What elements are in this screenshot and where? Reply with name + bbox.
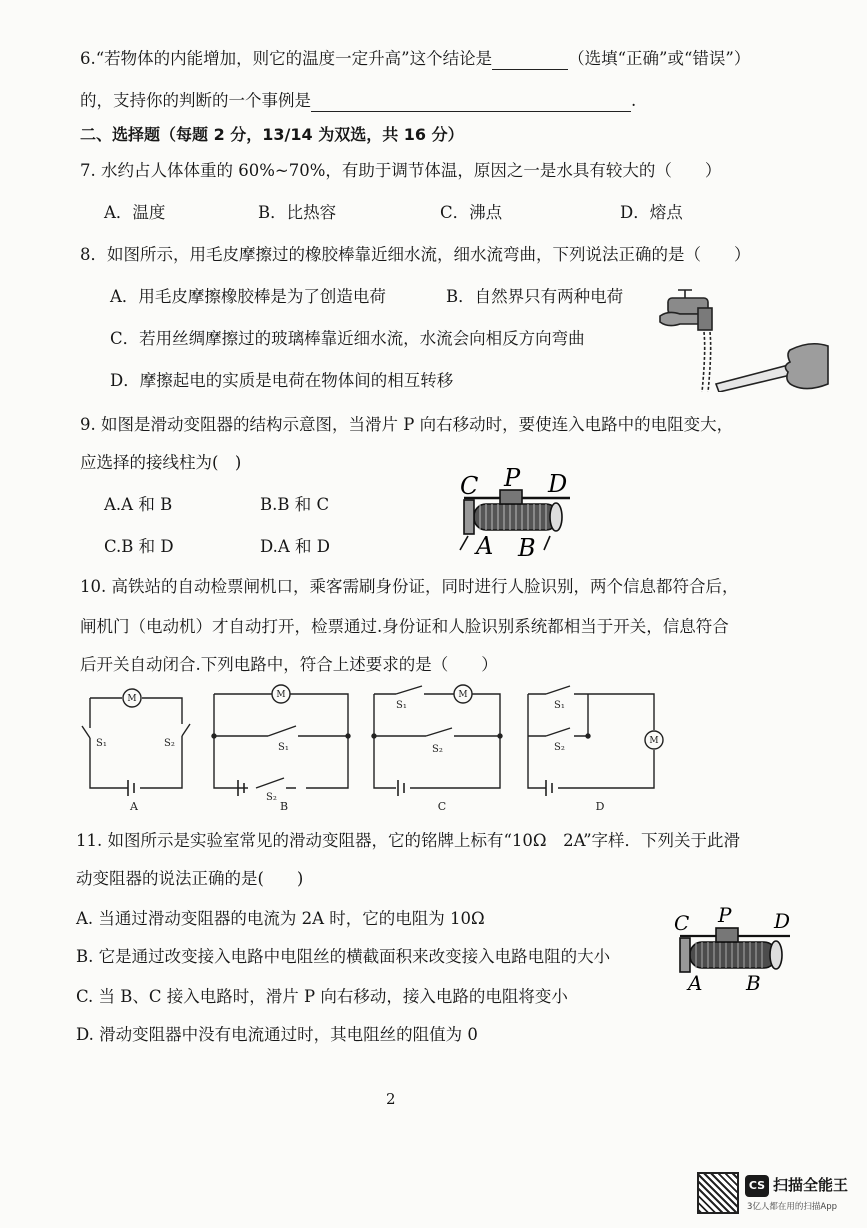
q11-label-b: B — [746, 971, 761, 994]
circuit-label-a: A — [130, 800, 138, 813]
q6-text-a: 6.“若物体的内能增加，则它的温度一定升高”这个结论是 — [80, 49, 493, 68]
circuit-b-s2: S₂ — [266, 792, 277, 803]
q10-line-3: 后开关自动闭合.下列电路中，符合上述要求的是（ ） — [80, 655, 498, 674]
q11-label-p: P — [718, 903, 732, 927]
circuit-d-s2: S₂ — [554, 742, 565, 753]
circuit-label-d: D — [595, 800, 605, 813]
q6-blank-1[interactable] — [492, 51, 568, 70]
watermark-tagline: 3亿人都在用的扫描App — [747, 1202, 838, 1212]
q11-option-b[interactable]: B. 它是通过改变接入电路中电阻丝的横截面积来改变接入电路电阻的大小 — [76, 947, 611, 966]
q6-text-b: （选填“正确”或“错误”） — [568, 49, 751, 68]
q10-circuit-diagrams — [70, 684, 690, 814]
circuit-c-s2: S₂ — [432, 744, 443, 755]
q6-line1 — [80, 48, 750, 70]
q6-text-d: . — [631, 91, 637, 110]
circuit-b-s1: S₁ — [278, 742, 289, 753]
watermark-app-name: 扫描全能王 — [773, 1176, 849, 1194]
q7-option-c[interactable]: C．沸点 — [440, 203, 503, 222]
q11-option-a[interactable]: A. 当通过滑动变阻器的电流为 2A 时，它的电阻为 10Ω — [76, 909, 485, 928]
q6-line2 — [80, 90, 636, 112]
q10-line-2: 闸机门（电动机）才自动打开，检票通过.身份证和人脸识别系统都相当于开关，信息符合 — [80, 617, 729, 636]
q9-stem-2: 应选择的接线柱为( ) — [80, 453, 242, 472]
q11-option-c[interactable]: C. 当 B、C 接入电路时，滑片 P 向右移动，接入电路的电阻将变小 — [76, 987, 568, 1006]
circuit-a-s2: S₂ — [164, 738, 175, 749]
q8-faucet-figure — [650, 280, 830, 392]
q8-option-d[interactable]: D．摩擦起电的实质是电荷在物体间的相互转移 — [110, 371, 454, 390]
circuit-d-s1: S₁ — [554, 700, 565, 711]
q8-option-a[interactable]: A．用毛皮摩擦橡胶棒是为了创造电荷 — [110, 287, 386, 306]
q8-stem: 8．如图所示，用毛皮摩擦过的橡胶棒靠近细水流，细水流弯曲，下列说法正确的是（ ） — [80, 245, 751, 264]
q7-option-a[interactable]: A．温度 — [104, 203, 166, 222]
q7-stem: 7. 水约占人体体重的 60%~70%，有助于调节体温，原因之一是水具有较大的（ ） — [80, 161, 722, 180]
circuit-label-c: C — [437, 800, 447, 813]
camscanner-logo-icon: CS — [745, 1175, 769, 1197]
q9-rheostat-figure — [452, 460, 582, 560]
q9-label-p: P — [504, 464, 521, 492]
q11-option-d[interactable]: D. 滑动变阻器中没有电流通过时，其电阻丝的阻值为 0 — [76, 1025, 478, 1044]
q8-option-b[interactable]: B．自然界只有两种电荷 — [446, 287, 624, 306]
qr-code-icon — [697, 1172, 739, 1214]
q11-label-a: A — [688, 971, 703, 994]
q6-text-c: 的，支持你的判断的一个事例是 — [80, 91, 311, 110]
page-number: 2 — [386, 1090, 396, 1108]
q11-rheostat-figure — [670, 902, 800, 994]
circuit-a-motor: M — [127, 694, 137, 704]
q7-option-b[interactable]: B．比热容 — [258, 203, 337, 222]
q9-label-c: C — [460, 472, 479, 500]
section-heading: 二、选择题（每题 2 分，13/14 为双选，共 16 分） — [80, 125, 464, 144]
q7-option-d[interactable]: D．熔点 — [620, 203, 683, 222]
q9-option-a[interactable]: A.A 和 B — [104, 495, 173, 514]
circuit-a-s1: S₁ — [96, 738, 107, 749]
circuit-label-b: B — [279, 800, 289, 813]
q9-label-a: A — [476, 532, 494, 560]
q9-label-d: D — [548, 470, 568, 498]
circuit-c-motor: M — [458, 690, 468, 700]
q11-line-2: 动变阻器的说法正确的是( ) — [76, 869, 304, 888]
circuit-d-motor: M — [649, 736, 659, 746]
q10-line-1: 10. 高铁站的自动检票闸机口，乘客需刷身份证，同时进行人脸识别，两个信息都符合后， — [80, 577, 739, 596]
q11-line-1: 11. 如图所示是实验室常见的滑动变阻器，它的铭牌上标有“10Ω 2A”字样．下列关于此滑 — [76, 831, 741, 850]
circuit-b-motor: M — [276, 690, 286, 700]
q9-option-b[interactable]: B.B 和 C — [260, 495, 330, 514]
q8-option-c[interactable]: C．若用丝绸摩擦过的玻璃棒靠近细水流，水流会向相反方向弯曲 — [110, 329, 585, 348]
circuit-c-s1: S₁ — [396, 700, 407, 711]
q6-blank-2[interactable] — [311, 93, 631, 112]
q9-stem-1: 9. 如图是滑动变阻器的结构示意图，当滑片 P 向右移动时，要使连入电路中的电阻变大， — [80, 415, 734, 434]
q9-label-b: B — [518, 534, 536, 560]
q11-label-d: D — [774, 909, 791, 933]
q9-option-c[interactable]: C.B 和 D — [104, 537, 174, 556]
q11-label-c: C — [674, 911, 690, 935]
q9-option-d[interactable]: D.A 和 D — [260, 537, 331, 556]
